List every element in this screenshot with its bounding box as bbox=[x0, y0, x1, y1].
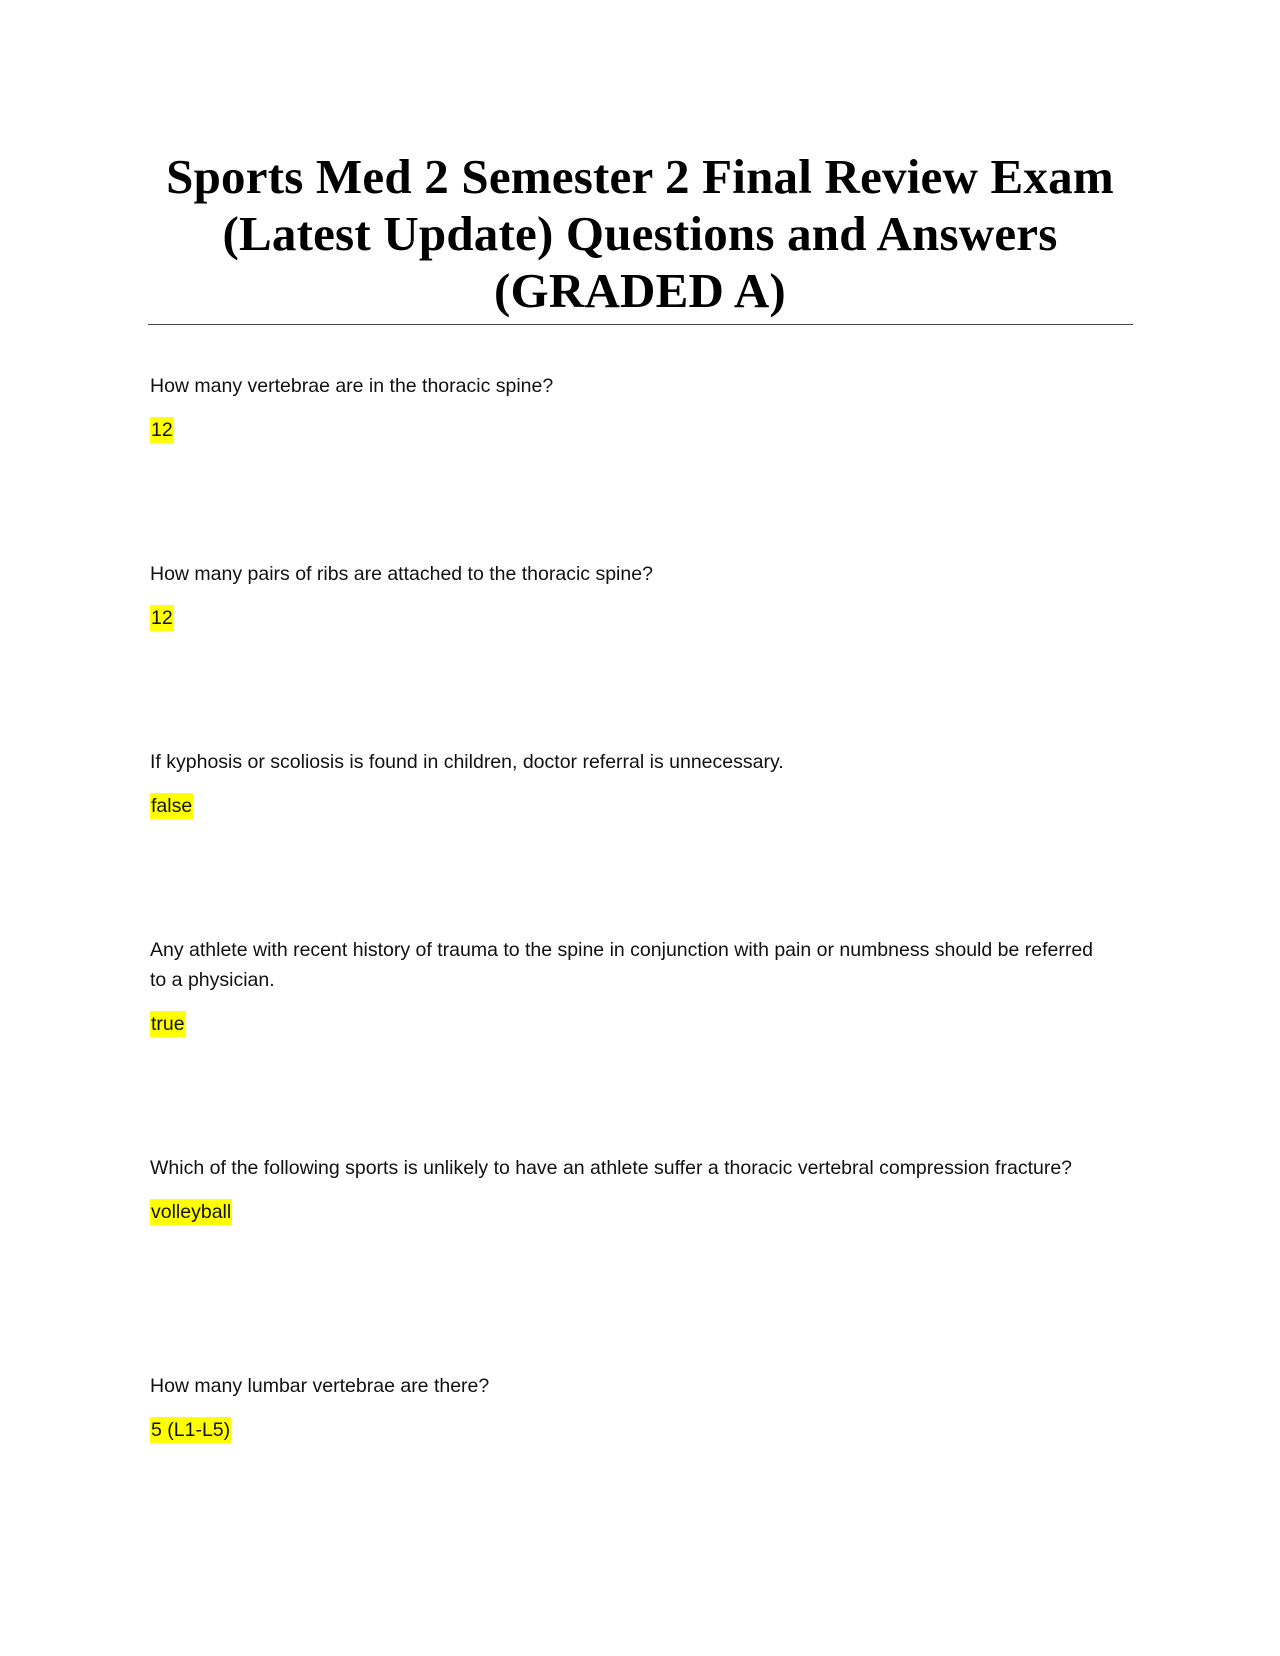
title-block bbox=[148, 148, 1132, 319]
question-text: If kyphosis or scoliosis is found in children, doctor referral is unnecessary. bbox=[150, 751, 784, 773]
answer-highlight: 12 bbox=[151, 419, 173, 441]
question-text: How many vertebrae are in the thoracic spine? bbox=[150, 375, 554, 397]
question-text: Which of the following sports is unlikely to have an athlete suffer a thoracic vertebral compression fracture? bbox=[150, 1157, 1073, 1179]
answer-highlight: 5 (L1-L5) bbox=[151, 1419, 231, 1441]
qa-item bbox=[150, 1371, 1110, 1443]
answer-highlight: volleyball bbox=[151, 1201, 232, 1223]
answer-highlight: false bbox=[151, 795, 193, 817]
qa-item bbox=[150, 1153, 1110, 1225]
title-divider bbox=[148, 324, 1133, 325]
qa-item bbox=[150, 747, 1110, 819]
question-text: Any athlete with recent history of trauma to the spine in conjunction with pain or numbness should be referred to a physician. bbox=[150, 939, 1094, 991]
document-title: Sports Med 2 Semester 2 Final Review Exam (Latest Update) Questions and Answers (GRADED A) bbox=[166, 149, 1114, 318]
answer-highlight: 12 bbox=[151, 607, 173, 629]
question-text: How many pairs of ribs are attached to the thoracic spine? bbox=[150, 563, 653, 585]
qa-item bbox=[150, 371, 1110, 443]
answer-highlight: true bbox=[151, 1013, 185, 1035]
qa-item bbox=[150, 935, 1110, 1037]
question-text: How many lumbar vertebrae are there? bbox=[150, 1375, 490, 1397]
qa-item bbox=[150, 559, 1110, 631]
